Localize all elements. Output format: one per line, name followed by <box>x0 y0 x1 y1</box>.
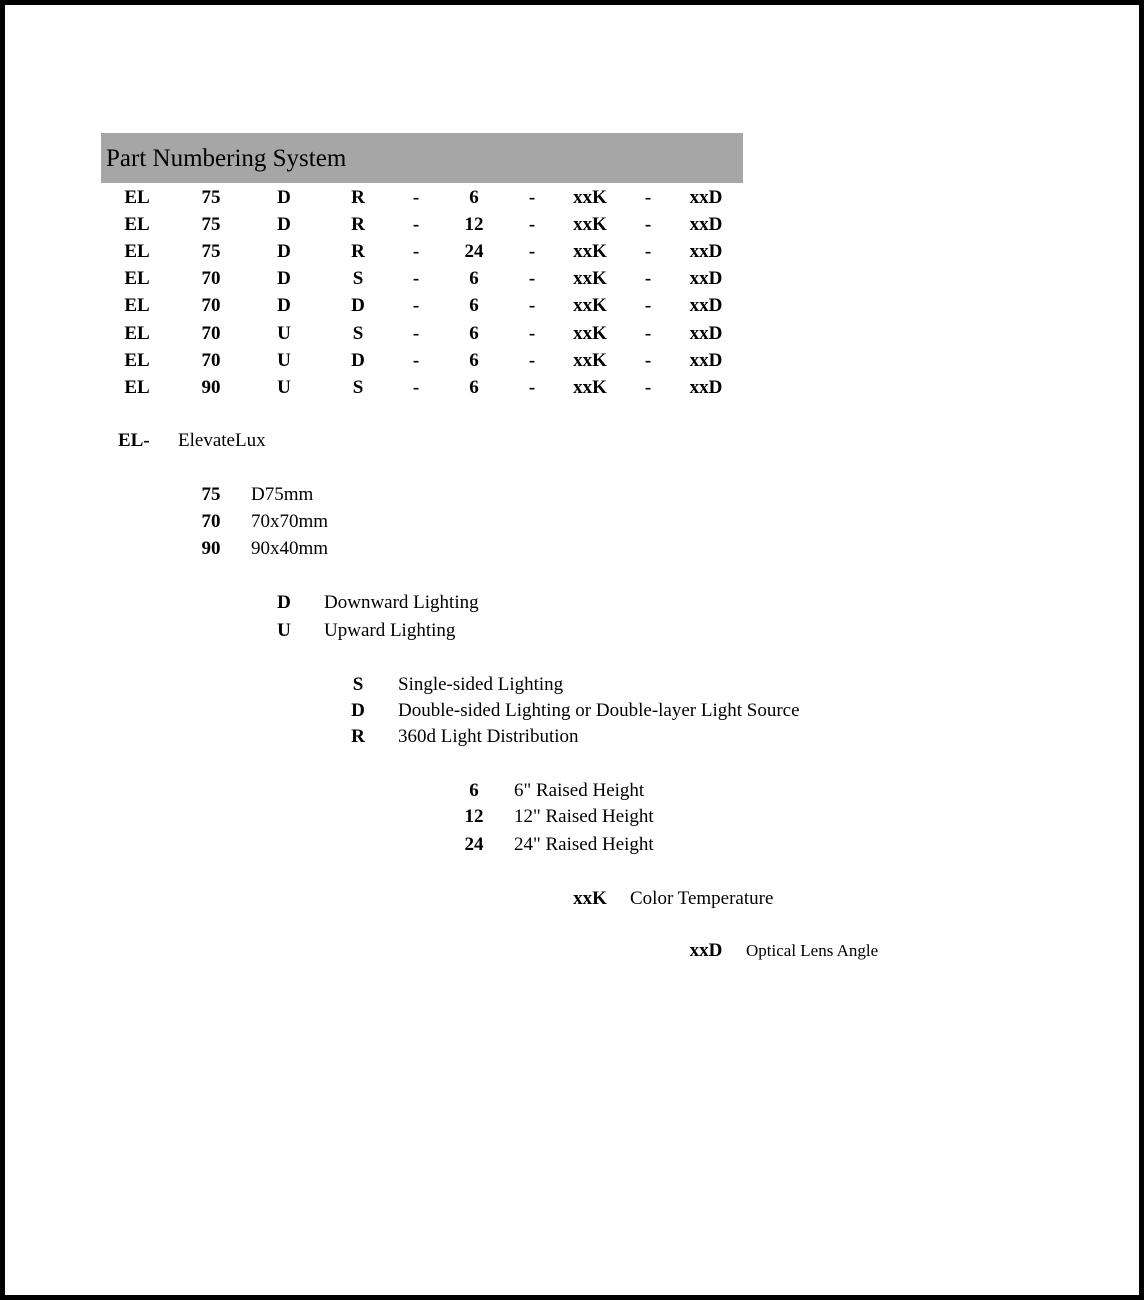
legend-code: S <box>352 674 364 695</box>
legend-code: 75 <box>201 484 221 505</box>
legend-code: R <box>351 726 365 747</box>
legend-desc: 70x70mm <box>251 511 329 532</box>
part-number-row <box>5 239 765 265</box>
separator: - <box>644 295 652 317</box>
separator: - <box>528 241 536 263</box>
part-code-cell: U <box>277 376 291 398</box>
separator: - <box>644 214 652 236</box>
part-code-cell: xxK <box>573 268 607 290</box>
section-title: Part Numbering System <box>106 145 347 172</box>
legend-code: D <box>277 592 291 613</box>
separator: - <box>412 376 420 398</box>
part-code-cell: xxD <box>689 241 723 263</box>
separator: - <box>528 376 536 398</box>
separator: - <box>412 214 420 236</box>
part-code-cell: xxD <box>689 268 723 290</box>
part-code-cell: EL <box>124 241 150 263</box>
legend-desc: Single-sided Lighting <box>398 674 564 695</box>
legend-desc: D75mm <box>251 484 314 505</box>
part-code-cell: D <box>277 187 291 208</box>
part-code-cell: 70 <box>201 295 221 317</box>
document-page <box>5 5 1139 1295</box>
part-number-row <box>5 375 765 401</box>
separator: - <box>412 241 420 263</box>
part-code-cell: xxK <box>573 376 607 398</box>
separator: - <box>528 187 536 208</box>
part-code-cell: 75 <box>201 187 221 208</box>
legend-desc: Optical Lens Angle <box>746 941 879 960</box>
separator: - <box>644 322 652 344</box>
separator: - <box>644 187 652 208</box>
separator: - <box>412 268 420 290</box>
part-code-cell: xxD <box>689 187 723 208</box>
part-code-cell: 6 <box>469 349 479 371</box>
separator: - <box>412 295 420 317</box>
part-number-row <box>5 293 765 319</box>
part-code-cell: 75 <box>201 214 221 236</box>
part-code-cell: xxD <box>689 322 723 344</box>
part-number-row <box>5 321 765 347</box>
section-header <box>101 133 743 183</box>
part-code-cell: R <box>351 241 365 263</box>
part-code-cell: EL <box>124 349 150 371</box>
separator: - <box>528 349 536 371</box>
part-code-cell: EL <box>124 268 150 290</box>
legend-desc: Upward Lighting <box>324 620 456 641</box>
part-code-cell: S <box>352 322 364 344</box>
legend-code: 24 <box>464 834 484 855</box>
part-number-row <box>5 212 765 238</box>
part-code-cell: xxD <box>689 214 723 236</box>
legend-code: U <box>277 620 291 641</box>
legend-desc: 12" Raised Height <box>514 806 654 827</box>
separator: - <box>528 295 536 317</box>
part-code-cell: EL <box>124 187 150 208</box>
part-code-cell: D <box>277 241 291 263</box>
legend-desc: Downward Lighting <box>324 592 479 613</box>
separator: - <box>412 187 420 208</box>
part-code-cell: xxK <box>573 295 607 317</box>
separator: - <box>644 349 652 371</box>
part-number-row <box>5 348 765 374</box>
part-code-cell: 75 <box>201 241 221 263</box>
part-code-cell: 24 <box>464 241 484 263</box>
part-code-cell: xxD <box>689 295 723 317</box>
part-code-cell: xxK <box>573 214 607 236</box>
part-code-cell: 6 <box>469 322 479 344</box>
part-code-cell: D <box>351 295 365 317</box>
legend-code: 70 <box>201 511 221 532</box>
part-code-cell: 70 <box>201 268 221 290</box>
part-code-cell: 6 <box>469 376 479 398</box>
separator: - <box>412 349 420 371</box>
part-number-row <box>5 185 765 211</box>
part-code-cell: D <box>277 295 291 317</box>
part-code-cell: xxD <box>689 349 723 371</box>
part-code-cell: xxK <box>573 187 607 208</box>
legend-code: 90 <box>201 538 221 559</box>
part-code-cell: D <box>277 268 291 290</box>
part-code-cell: 70 <box>201 349 221 371</box>
part-code-cell: EL <box>124 214 150 236</box>
legend-code: 6 <box>469 780 479 801</box>
part-code-cell: xxK <box>573 322 607 344</box>
part-code-cell: R <box>351 187 365 208</box>
part-code-cell: S <box>352 376 364 398</box>
legend-desc: 6" Raised Height <box>514 780 645 801</box>
separator: - <box>412 322 420 344</box>
part-code-cell: xxD <box>689 376 723 398</box>
separator: - <box>528 322 536 344</box>
part-code-cell: xxK <box>573 241 607 263</box>
legend-code: EL- <box>118 430 150 451</box>
part-code-cell: 6 <box>469 268 479 290</box>
part-code-cell: 12 <box>464 214 484 236</box>
part-code-cell: EL <box>124 376 150 398</box>
part-code-cell: D <box>351 349 365 371</box>
part-code-cell: U <box>277 322 291 344</box>
legend-code: D <box>351 700 365 721</box>
part-code-cell: EL <box>124 322 150 344</box>
separator: - <box>528 214 536 236</box>
legend-desc: 24" Raised Height <box>514 834 654 855</box>
separator: - <box>644 241 652 263</box>
part-code-cell: 70 <box>201 322 221 344</box>
legend-desc: 90x40mm <box>251 538 329 559</box>
separator: - <box>528 268 536 290</box>
separator: - <box>644 268 652 290</box>
legend-desc: ElevateLux <box>178 430 266 451</box>
part-code-cell: 90 <box>201 376 221 398</box>
legend-desc: Double-sided Lighting or Double-layer Light Source <box>398 700 800 721</box>
part-code-cell: R <box>351 214 365 236</box>
legend-desc: 360d Light Distribution <box>398 726 579 747</box>
part-code-cell: S <box>352 268 364 290</box>
legend-code: xxK <box>573 888 607 909</box>
part-code-cell: U <box>277 349 291 371</box>
part-number-row <box>5 266 765 292</box>
separator: - <box>644 376 652 398</box>
legend-code: 12 <box>464 806 484 827</box>
part-code-cell: xxK <box>573 349 607 371</box>
legend-code: xxD <box>689 940 723 961</box>
part-code-cell: EL <box>124 295 150 317</box>
legend-desc: Color Temperature <box>630 888 774 909</box>
part-code-cell: 6 <box>469 295 479 317</box>
part-code-cell: D <box>277 214 291 236</box>
part-code-cell: 6 <box>469 187 479 208</box>
